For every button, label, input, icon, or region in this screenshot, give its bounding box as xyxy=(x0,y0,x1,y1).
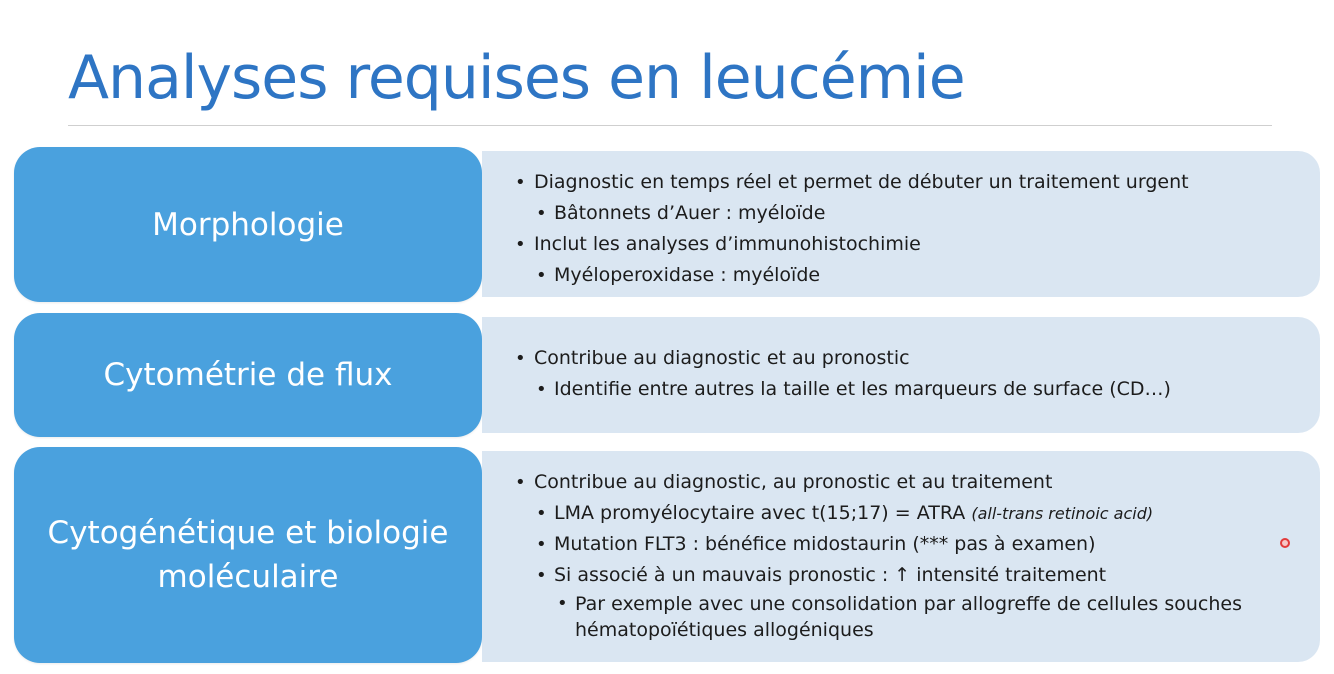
bullet-note: (all-trans retinoic acid) xyxy=(971,504,1154,523)
label-line: Cytogénétique et biologie xyxy=(47,515,449,551)
content-morphologie xyxy=(482,151,1320,297)
label-morphologie xyxy=(14,147,482,302)
sub-bullet-item: • Si associé à un mauvais pronostic : ↑ intensité traitement xyxy=(482,560,1320,591)
bullet-list-cytogenetique xyxy=(482,451,1320,643)
content-cytometrie xyxy=(482,317,1320,433)
sub-bullet-item xyxy=(482,498,1320,529)
bullet-text: LMA promyélocytaire avec t(15;17) = ATRA xyxy=(554,502,966,524)
label-cytogenetique xyxy=(14,447,482,663)
sub-sub-bullet-item xyxy=(482,591,1320,643)
sub-bullet-item: • Bâtonnets d’Auer : myéloïde xyxy=(482,198,1320,229)
label-cytogenetique-text xyxy=(48,511,449,599)
sub-bullet-item: • Identifie entre autres la taille et les marqueurs de surface (CD…) xyxy=(482,374,1320,405)
bullet-list-morphologie xyxy=(482,151,1320,291)
content-cytogenetique xyxy=(482,451,1320,662)
label-line: moléculaire xyxy=(157,559,339,595)
title-divider xyxy=(68,125,1272,126)
bullet-list-cytometrie xyxy=(482,317,1320,405)
bullet-item: • Diagnostic en temps réel et permet de débuter un traitement urgent xyxy=(482,167,1320,198)
label-cytometrie-text: Cytométrie de flux xyxy=(103,357,393,393)
slide-title: Analyses requises en leucémie xyxy=(68,43,965,113)
sub-bullet-item: • Myéloperoxidase : myéloïde xyxy=(482,260,1320,291)
sub-bullet-item: • Mutation FLT3 : bénéfice midostaurin (*** pas à examen) xyxy=(482,529,1320,560)
bullet-item: • Contribue au diagnostic et au pronostic xyxy=(482,343,1320,374)
pointer-cursor-icon xyxy=(1280,538,1290,548)
bullet-item: • Contribue au diagnostic, au pronostic et au traitement xyxy=(482,467,1320,498)
label-cytometrie xyxy=(14,313,482,437)
label-morphologie-text: Morphologie xyxy=(152,206,344,243)
bullet-text: Par exemple avec une consolidation par allogreffe de cellules souches hématopoïétiques allogéniques xyxy=(575,593,1243,641)
bullet-item: • Inclut les analyses d’immunohistochimie xyxy=(482,229,1320,260)
